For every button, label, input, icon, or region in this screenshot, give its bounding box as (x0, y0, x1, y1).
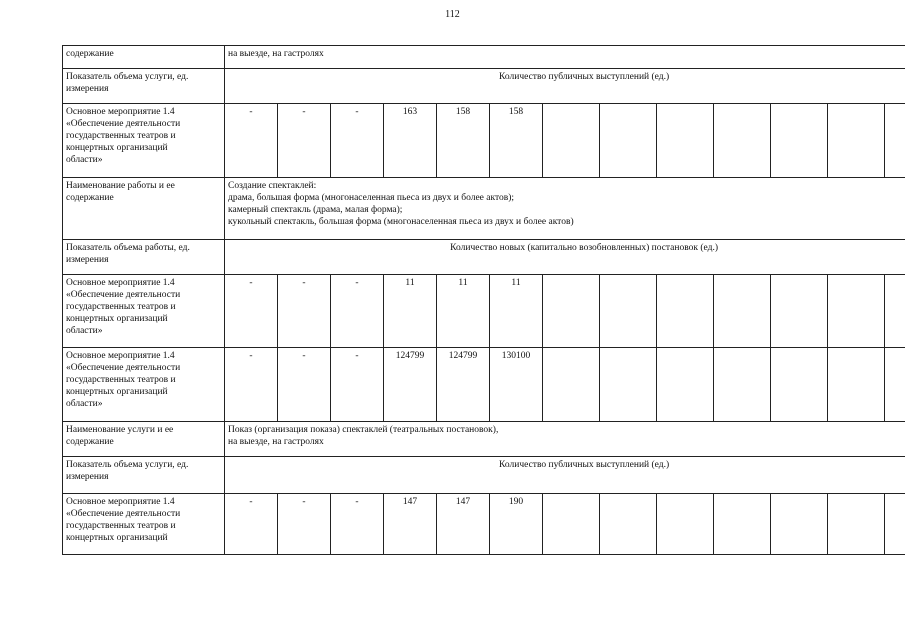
value-cell: 11 (490, 275, 543, 348)
value-cell: 163 (384, 104, 437, 178)
value-cell: - (331, 104, 384, 178)
value-cell: - (278, 494, 331, 555)
value-cell: 158 (490, 104, 543, 178)
row-content: Количество публичных выступлений (ед.) (225, 69, 905, 104)
value-cell: - (331, 348, 384, 422)
empty-cell (543, 348, 600, 422)
empty-cell (828, 104, 885, 178)
value-cell: - (225, 275, 278, 348)
empty-cell (657, 275, 714, 348)
empty-cell (600, 348, 657, 422)
empty-cell (600, 494, 657, 555)
page-number: 112 (445, 9, 460, 20)
row-label: Основное мероприятие 1.4 «Обеспечение деятельности государственных театров и концертных организаций области» (63, 348, 225, 422)
value-cell: - (278, 275, 331, 348)
empty-cell (714, 494, 771, 555)
value-cell: - (278, 104, 331, 178)
value-cell: - (331, 494, 384, 555)
empty-cell (714, 275, 771, 348)
empty-cell (828, 494, 885, 555)
empty-cell (543, 275, 600, 348)
empty-cell (714, 348, 771, 422)
row-content: Создание спектаклей: драма, большая форма (многонаселенная пьеса из двух и более актов); камерный спектакль (драма, малая форма); кукольный спектакль, большая форма (многонаселенная пьеса из двух и более актов) (225, 178, 905, 240)
row-label: Наименование работы и ее содержание (63, 178, 225, 240)
value-cell: 130100 (490, 348, 543, 422)
table-row (63, 178, 905, 240)
table-row (63, 494, 905, 555)
row-label: содержание (63, 46, 225, 69)
value-cell: 158 (437, 104, 490, 178)
table-row (63, 275, 905, 348)
value-cell: 11 (437, 275, 490, 348)
row-label: Показатель объема работы, ед. измерения (63, 240, 225, 275)
empty-cell (543, 104, 600, 178)
empty-cell (771, 104, 828, 178)
row-label: Основное мероприятие 1.4 «Обеспечение деятельности государственных театров и концертных организаций области» (63, 275, 225, 348)
table-row (63, 240, 905, 275)
empty-cell (600, 104, 657, 178)
value-cell: - (225, 348, 278, 422)
row-label: Основное мероприятие 1.4 «Обеспечение деятельности государственных театров и концертных организаций области» (63, 104, 225, 178)
empty-cell (885, 275, 905, 348)
table-row (63, 422, 905, 457)
empty-cell (828, 348, 885, 422)
value-cell: - (278, 348, 331, 422)
value-cell: 147 (384, 494, 437, 555)
empty-cell (714, 104, 771, 178)
value-cell: 147 (437, 494, 490, 555)
empty-cell (600, 275, 657, 348)
row-content: Количество новых (капитально возобновленных) постановок (ед.) (225, 240, 905, 275)
value-cell: - (225, 104, 278, 178)
row-label: Показатель объема услуги, ед. измерения (63, 457, 225, 494)
row-content: Показ (организация показа) спектаклей (театральных постановок), на выезде, на гастролях (225, 422, 905, 457)
row-label: Показатель объема услуги, ед. измерения (63, 69, 225, 104)
value-cell: 124799 (437, 348, 490, 422)
empty-cell (771, 494, 828, 555)
table-row (63, 348, 905, 422)
data-table (62, 45, 905, 555)
value-cell: 11 (384, 275, 437, 348)
table-row (63, 104, 905, 178)
value-cell: 124799 (384, 348, 437, 422)
row-content: Количество публичных выступлений (ед.) (225, 457, 905, 494)
empty-cell (657, 348, 714, 422)
empty-cell (771, 275, 828, 348)
value-cell: - (225, 494, 278, 555)
empty-cell (828, 275, 885, 348)
row-label: Основное мероприятие 1.4 «Обеспечение деятельности государственных театров и концертных организаций (63, 494, 225, 555)
empty-cell (885, 494, 905, 555)
empty-cell (657, 104, 714, 178)
table-row (63, 46, 905, 69)
value-cell: - (331, 275, 384, 348)
row-label: Наименование услуги и ее содержание (63, 422, 225, 457)
empty-cell (885, 348, 905, 422)
row-content: на выезде, на гастролях (225, 46, 905, 69)
table-row (63, 457, 905, 494)
empty-cell (771, 348, 828, 422)
empty-cell (543, 494, 600, 555)
empty-cell (885, 104, 905, 178)
value-cell: 190 (490, 494, 543, 555)
table-row (63, 69, 905, 104)
empty-cell (657, 494, 714, 555)
